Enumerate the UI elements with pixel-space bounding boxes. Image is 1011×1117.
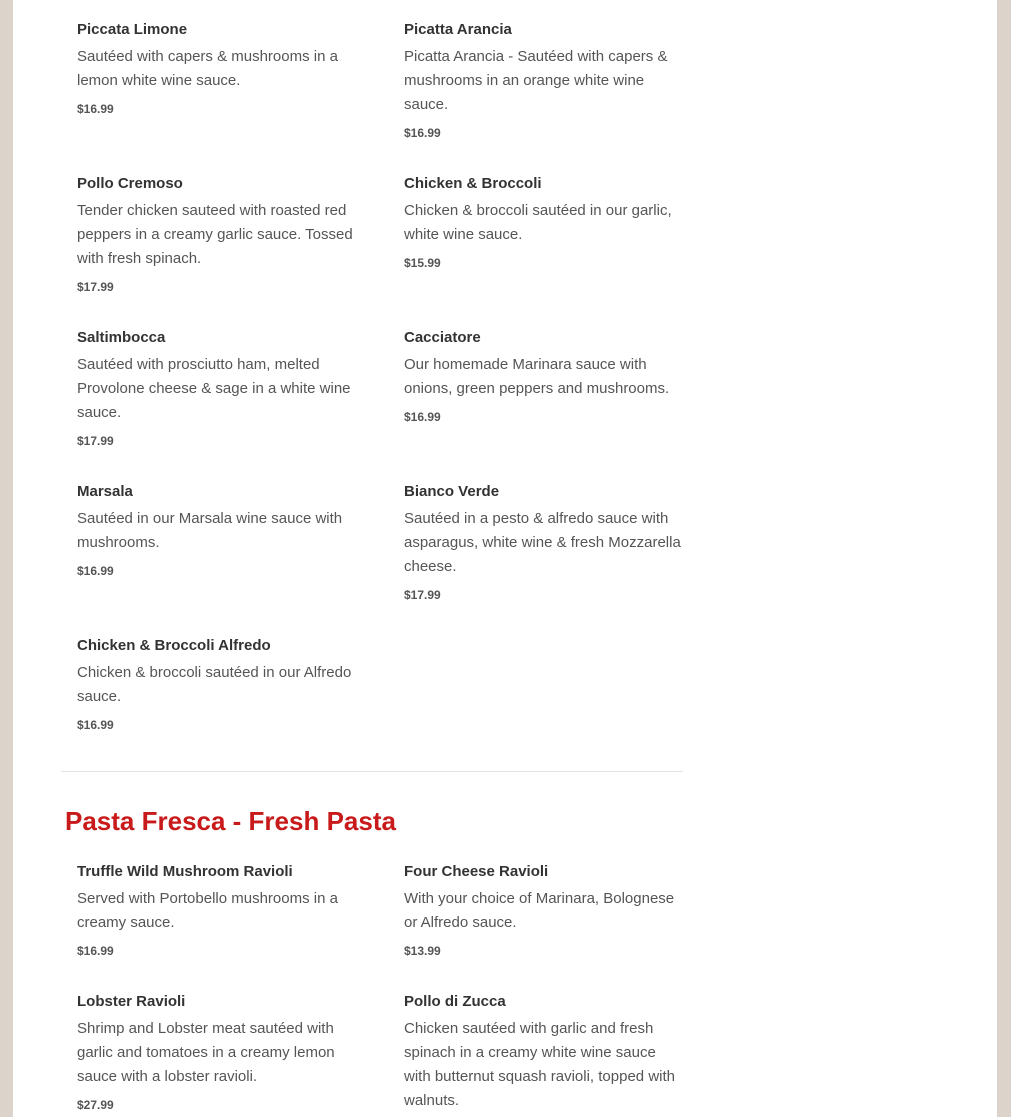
menu-item [77, 483, 357, 579]
menu-item-price: $16.99 [77, 944, 114, 958]
menu-item-name: Chicken & Broccoli [404, 175, 542, 192]
menu-page [13, 0, 997, 1117]
menu-item [77, 993, 357, 1113]
menu-item-description: Tender chicken sauteed with roasted red peppers in a creamy garlic sauce. Tossed with fresh spinach. [77, 202, 353, 267]
menu-item-name: Saltimbocca [77, 329, 166, 346]
menu-item [404, 21, 684, 141]
menu-item-name: Truffle Wild Mushroom Ravioli [77, 863, 293, 880]
menu-item-price: $13.99 [404, 944, 441, 958]
menu-item-description: Our homemade Marinara sauce with onions, green peppers and mushrooms. [404, 356, 670, 397]
menu-item-price: $17.99 [77, 280, 114, 294]
menu-item-price: $15.99 [404, 256, 441, 270]
menu-item-price: $17.99 [404, 588, 441, 602]
menu-item-description: Chicken sautéed with garlic and fresh spinach in a creamy white wine sauce with butternut squash ravioli, topped with walnuts. [404, 1020, 675, 1109]
menu-item-price: $17.99 [77, 434, 114, 448]
menu-item-description: Sautéed with capers & mushrooms in a lemon white wine sauce. [77, 48, 338, 89]
menu-item [77, 863, 357, 959]
menu-item-description: Chicken & broccoli sautéed in our garlic, white wine sauce. [404, 202, 672, 243]
menu-item-name: Piccata Limone [77, 21, 188, 38]
menu-item-description: Served with Portobello mushrooms in a creamy sauce. [77, 890, 338, 931]
menu-item-description: Sautéed in our Marsala wine sauce with mushrooms. [77, 510, 343, 551]
menu-item-name: Marsala [77, 483, 133, 500]
menu-item [77, 637, 357, 733]
menu-item-price: $16.99 [77, 564, 114, 578]
menu-item-name: Four Cheese Ravioli [404, 863, 549, 880]
menu-item-name: Pollo di Zucca [404, 993, 506, 1010]
section-divider [61, 771, 683, 772]
menu-item-description: Picatta Arancia - Sautéed with capers & mushrooms in an orange white wine sauce. [404, 48, 668, 113]
menu-item-name: Lobster Ravioli [77, 993, 186, 1010]
menu-item [404, 175, 684, 271]
menu-item-name: Picatta Arancia [404, 21, 512, 38]
menu-item-description: Sautéed with prosciutto ham, melted Provolone cheese & sage in a white wine sauce. [77, 356, 351, 421]
menu-item [404, 993, 684, 1113]
menu-item-price: $16.99 [77, 102, 114, 116]
menu-item-name: Bianco Verde [404, 483, 500, 500]
menu-item-name: Chicken & Broccoli Alfredo [77, 637, 271, 654]
menu-item [77, 21, 357, 117]
menu-item [77, 175, 357, 295]
menu-item-name: Cacciatore [404, 329, 481, 346]
menu-item-description: Chicken & broccoli sautéed in our Alfredo sauce. [77, 664, 352, 705]
menu-item-price: $16.99 [77, 718, 114, 732]
menu-item [404, 863, 684, 959]
menu-item-price: $16.99 [404, 126, 441, 140]
menu-item [404, 329, 684, 425]
menu-item-price: $16.99 [404, 410, 441, 424]
menu-item-name: Pollo Cremoso [77, 175, 183, 192]
menu-item [404, 483, 684, 603]
menu-item-price: $27.99 [77, 1098, 114, 1112]
menu-item-description: Sautéed in a pesto & alfredo sauce with asparagus, white wine & fresh Mozzarella cheese. [404, 510, 681, 575]
section-title: Pasta Fresca - Fresh Pasta [65, 806, 396, 836]
menu-item-description: With your choice of Marinara, Bolognese or Alfredo sauce. [404, 890, 675, 931]
menu-item [77, 329, 357, 449]
menu-item-description: Shrimp and Lobster meat sautéed with garlic and tomatoes in a creamy lemon sauce with a lobster ravioli. [77, 1020, 335, 1085]
